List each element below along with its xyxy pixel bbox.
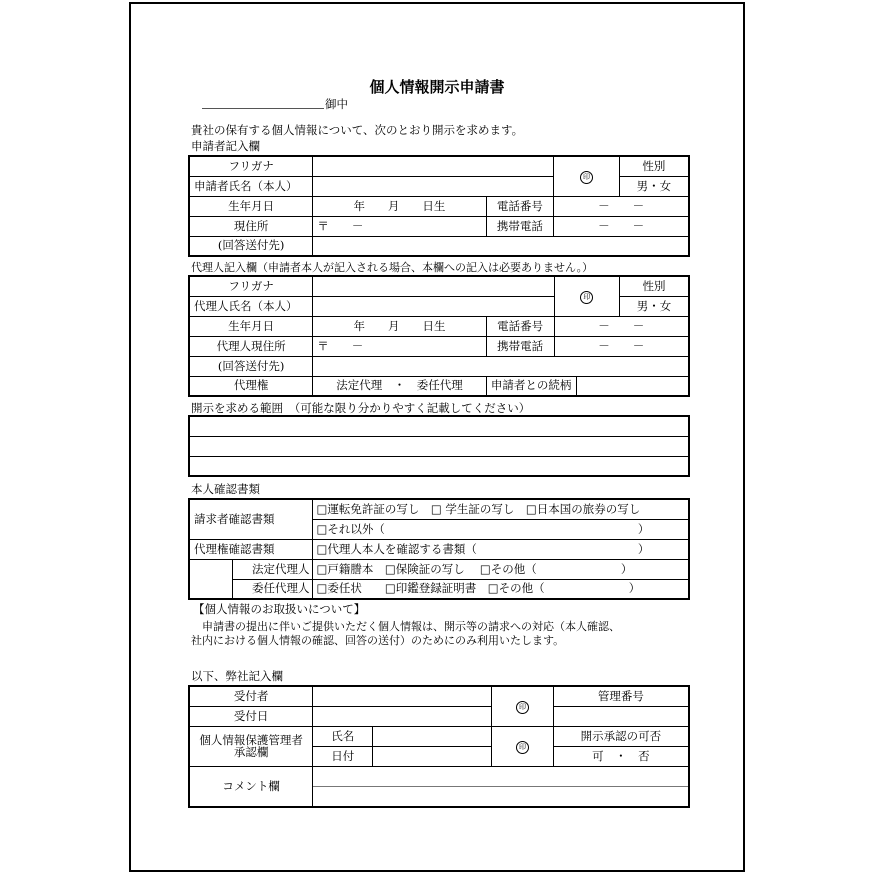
management-no-field[interactable]: [553, 706, 689, 726]
dob-label: 生年月日: [189, 196, 313, 216]
approval-options[interactable]: 可 ・ 否: [553, 746, 689, 766]
privacy-heading: 【個人情報のお取扱いについて】: [193, 602, 366, 616]
agent-furigana-input[interactable]: [313, 276, 554, 296]
applicant-table: [188, 155, 690, 257]
agent-mobile-label: 携帯電話: [486, 336, 554, 356]
address-field[interactable]: [313, 236, 689, 256]
agent-docs-indent: [189, 559, 232, 599]
office-seal-cell: [492, 686, 554, 726]
applicant-seal-cell: [554, 156, 619, 196]
privacy-body-1: 申請書の提出に伴いご提供いただく個人情報は、開示等の請求への対応（本人確認、: [191, 620, 620, 633]
agent-section-label: 代理人記入欄（申請者本人が記入される場合、本欄への記入は必要ありません。）: [191, 261, 594, 274]
receiver-label: 受付者: [189, 686, 313, 706]
mobile-label: 携帯電話: [486, 216, 554, 236]
seal-icon: 印: [516, 741, 529, 754]
authority-docs-options[interactable]: □代理人本人を確認する書類（ ）: [312, 539, 689, 559]
document-sheet: [129, 2, 745, 872]
agent-phone-field[interactable]: － －: [554, 316, 689, 336]
postal-field[interactable]: 〒 －: [313, 216, 486, 236]
scope-label: 開示を求める範囲 （可能な限り分かりやすく記載してください）: [191, 401, 531, 415]
agent-phone-label: 電話番号: [486, 316, 554, 336]
approval-date-label: 日付: [313, 746, 373, 766]
approval-label-1: 個人情報保護管理者: [199, 733, 303, 747]
comment-field[interactable]: [313, 766, 689, 807]
seal-icon: 印: [580, 291, 593, 304]
gender-options[interactable]: 男・女: [619, 176, 689, 196]
agent-seal-cell: [554, 276, 619, 316]
requester-docs-label: 請求者確認書類: [189, 499, 312, 539]
delegated-agent-options[interactable]: □委任状 □印鑑登録証明書 □その他（ ）: [312, 579, 689, 599]
scope-table: [188, 415, 690, 477]
phone-label: 電話番号: [486, 196, 554, 216]
seal-icon: 印: [516, 701, 529, 714]
legal-agent-label: 法定代理人: [232, 559, 312, 579]
addressee-field[interactable]: [202, 108, 324, 109]
seal-icon: 印: [580, 171, 593, 184]
approval-label: [189, 726, 313, 766]
scope-line-1[interactable]: [189, 416, 689, 436]
intro-text: 貴社の保有する個人情報について、次のとおり開示を求めます。: [191, 123, 524, 137]
agent-postal-field[interactable]: 〒 －: [313, 336, 486, 356]
relation-label: 申請者との続柄: [486, 376, 576, 396]
comment-label: コメント欄: [189, 766, 313, 807]
mobile-field[interactable]: － －: [554, 216, 689, 236]
agent-gender-options[interactable]: 男・女: [619, 296, 689, 316]
identity-table: [188, 498, 690, 600]
approver-name-label: 氏名: [313, 726, 373, 746]
approver-name-field[interactable]: [373, 726, 492, 746]
agent-mobile-field[interactable]: － －: [554, 336, 689, 356]
identity-section-label: 本人確認書類: [191, 482, 260, 496]
agent-address-field[interactable]: [313, 356, 689, 376]
agent-dob-field[interactable]: 年 月 日生: [313, 316, 486, 336]
agent-address-label: 代理人現住所: [189, 336, 313, 356]
office-table: [188, 685, 690, 808]
reception-date-field[interactable]: [313, 706, 492, 726]
addressee-suffix: 御中: [325, 97, 348, 111]
agent-gender-label: 性別: [619, 276, 689, 296]
scope-line-3[interactable]: [189, 456, 689, 476]
agent-reply-to-label: (回答送付先): [189, 356, 313, 376]
approval-date-field[interactable]: [373, 746, 492, 766]
authority-label: 代理権: [189, 376, 313, 396]
agent-furigana-label: フリガナ: [189, 276, 313, 296]
applicant-name-input[interactable]: [313, 176, 554, 196]
phone-field[interactable]: － －: [554, 196, 689, 216]
agent-name-input[interactable]: [313, 296, 554, 316]
reception-date-label: 受付日: [189, 706, 313, 726]
comment-rule: [313, 786, 688, 787]
applicant-furigana-input[interactable]: [313, 156, 554, 176]
furigana-label: フリガナ: [189, 156, 313, 176]
agent-table: [188, 275, 690, 397]
approval-label-2: 承認欄: [233, 745, 269, 759]
document-title: 個人情報開示申請書: [369, 78, 505, 96]
approval-seal-cell: [492, 726, 554, 766]
agent-name-label: 代理人氏名（本人）: [189, 296, 313, 316]
delegated-agent-label: 委任代理人: [232, 579, 312, 599]
reply-to-label: (回答送付先): [189, 236, 313, 256]
dob-field[interactable]: 年 月 日生: [313, 196, 486, 216]
requester-docs-options-2[interactable]: □それ以外（ ）: [312, 519, 689, 539]
legal-agent-options[interactable]: □戸籍謄本 □保険証の写し □その他（ ）: [312, 559, 689, 579]
gender-label: 性別: [619, 156, 689, 176]
authority-docs-label: 代理権確認書類: [189, 539, 312, 559]
privacy-body-2: 社内における個人情報の確認、回答の送付）のためにのみ利用いたします。: [191, 634, 565, 647]
applicant-section-label: 申請者記入欄: [191, 139, 260, 153]
address-label: 現住所: [189, 216, 313, 236]
office-section-label: 以下、弊社記入欄: [191, 669, 283, 683]
scope-line-2[interactable]: [189, 436, 689, 456]
requester-docs-options-1[interactable]: □運転免許証の写し □ 学生証の写し □日本国の旅券の写し: [312, 499, 689, 519]
receiver-field[interactable]: [313, 686, 492, 706]
authority-options[interactable]: 法定代理 ・ 委任代理: [313, 376, 486, 396]
agent-dob-label: 生年月日: [189, 316, 313, 336]
applicant-name-label: 申請者氏名（本人）: [189, 176, 313, 196]
approval-result-label: 開示承認の可否: [553, 726, 689, 746]
management-no-label: 管理番号: [553, 686, 689, 706]
relation-field[interactable]: [576, 376, 689, 396]
